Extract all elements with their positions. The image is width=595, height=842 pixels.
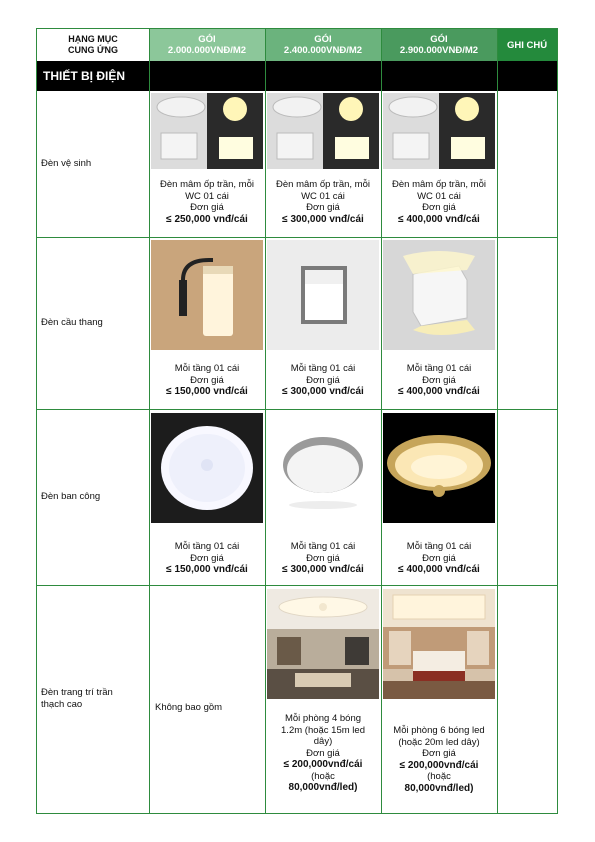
desc-line: Mỗi phòng 6 bóng led bbox=[393, 725, 485, 736]
desc-line: Mỗi phòng 4 bóng bbox=[284, 713, 362, 724]
stair-light-image-3 bbox=[383, 240, 495, 350]
price-value: ≤ 300,000 vnđ/cái bbox=[282, 386, 364, 397]
desc-line: 1.2m (hoặc 15m led bbox=[281, 724, 365, 736]
stair-light-desc-2 bbox=[265, 363, 381, 398]
row-label-stair-light: Đèn cầu thang bbox=[41, 317, 103, 328]
row-label-line2: thạch cao bbox=[41, 699, 83, 710]
package-2-label: GÓI bbox=[314, 34, 332, 45]
desc-line: Mỗi tầng 01 cái bbox=[174, 363, 240, 374]
desc-line: (hoặc bbox=[311, 770, 335, 782]
price-value: ≤ 300,000 vnđ/cái bbox=[282, 564, 364, 575]
row-label-ceiling-decor-light bbox=[37, 585, 149, 813]
stair-light-desc-3 bbox=[381, 363, 497, 398]
unit-price-label: Đơn giá bbox=[190, 202, 224, 213]
unit-price-label: Đơn giá bbox=[422, 374, 456, 386]
desc-line: dây) bbox=[313, 736, 333, 747]
package-1-price: 2.000.000VNĐ/M2 bbox=[167, 45, 247, 56]
balcony-light-image-1 bbox=[151, 413, 263, 523]
unit-price-label: Đơn giá bbox=[306, 202, 340, 213]
balcony-light-desc-2 bbox=[265, 541, 381, 576]
bathroom-light-image-1 bbox=[151, 93, 263, 169]
desc-line: WC 01 cái bbox=[417, 190, 461, 202]
header-package-1 bbox=[149, 29, 265, 61]
header-note: GHI CHÚ bbox=[497, 29, 557, 61]
ceiling-light-desc-3 bbox=[381, 725, 497, 794]
header-package-3 bbox=[381, 29, 497, 61]
bathroom-light-desc-2 bbox=[265, 179, 381, 225]
price-value: ≤ 400,000 vnđ/cái bbox=[398, 386, 480, 397]
unit-price-label: Đơn giá bbox=[190, 552, 224, 564]
bathroom-light-image-2 bbox=[267, 93, 379, 169]
row-label-line1: Đèn trang trí trần bbox=[41, 687, 113, 698]
price-value: ≤ 400,000 vnđ/cái bbox=[398, 564, 480, 575]
price-value: ≤ 400,000 vnđ/cái bbox=[398, 213, 480, 225]
row-label-balcony-light: Đèn ban công bbox=[41, 491, 101, 502]
unit-price-label: Đơn giá bbox=[422, 202, 456, 213]
price-value: ≤ 300,000 vnđ/cái bbox=[282, 213, 364, 225]
desc-line: Mỗi tầng 01 cái bbox=[406, 363, 472, 374]
price-table bbox=[36, 28, 558, 814]
header-category-line2: CUNG ỨNG bbox=[68, 45, 118, 55]
balcony-light-image-2 bbox=[267, 413, 379, 523]
section-title: THIẾT BỊ ĐIỆN bbox=[37, 61, 557, 91]
price-value-alt: 80,000vnđ/led) bbox=[404, 782, 474, 794]
desc-line: Đèn mâm ốp trần, mỗi bbox=[276, 179, 370, 190]
unit-price-label: Đơn giá bbox=[422, 748, 456, 759]
header-package-2 bbox=[265, 29, 381, 61]
unit-price-label: Đơn giá bbox=[190, 374, 224, 386]
unit-price-label: Đơn giá bbox=[306, 374, 340, 386]
header-category-line1: HẠNG MỤC bbox=[68, 34, 118, 44]
price-value: ≤ 250,000 vnđ/cái bbox=[166, 213, 248, 225]
desc-line: WC 01 cái bbox=[301, 190, 345, 202]
ceiling-light-image-2 bbox=[267, 589, 379, 699]
row-label-bathroom-light: Đèn vệ sinh bbox=[41, 158, 92, 169]
divider bbox=[381, 29, 382, 813]
stair-light-image-2 bbox=[267, 240, 379, 350]
balcony-light-image-3 bbox=[383, 413, 495, 523]
price-value-alt: 80,000vnđ/led) bbox=[288, 782, 358, 793]
ceiling-light-desc-2 bbox=[265, 713, 381, 794]
unit-price-label: Đơn giá bbox=[306, 552, 340, 564]
balcony-light-desc-1 bbox=[149, 541, 265, 576]
package-2-price: 2.400.000VNĐ/M2 bbox=[283, 45, 363, 56]
divider bbox=[149, 29, 150, 813]
desc-line: (hoặc bbox=[427, 771, 451, 782]
desc-line: Mỗi tầng 01 cái bbox=[290, 363, 356, 374]
stair-light-desc-1 bbox=[149, 363, 265, 398]
bathroom-light-desc-1 bbox=[149, 179, 265, 225]
divider bbox=[265, 29, 266, 813]
bathroom-light-desc-3 bbox=[381, 179, 497, 225]
desc-line: WC 01 cái bbox=[185, 190, 229, 202]
not-included-text: Không bao gồm bbox=[155, 702, 223, 713]
unit-price-label: Đơn giá bbox=[306, 747, 340, 759]
ceiling-light-image-3 bbox=[383, 589, 495, 699]
desc-line: Mỗi tầng 01 cái bbox=[174, 541, 240, 552]
balcony-light-desc-3 bbox=[381, 541, 497, 576]
price-value: ≤ 150,000 vnđ/cái bbox=[166, 564, 248, 575]
bathroom-light-image-3 bbox=[383, 93, 495, 169]
desc-line: Mỗi tầng 01 cái bbox=[290, 541, 356, 552]
desc-line: Mỗi tầng 01 cái bbox=[406, 541, 472, 552]
package-1-label: GÓI bbox=[198, 34, 216, 45]
price-value: ≤ 150,000 vnđ/cái bbox=[166, 386, 248, 397]
package-3-price: 2.900.000VNĐ/M2 bbox=[399, 45, 479, 56]
stair-light-image-1 bbox=[151, 240, 263, 350]
package-3-label: GÓI bbox=[430, 34, 448, 45]
price-value: ≤ 200,000vnđ/cái bbox=[283, 759, 363, 770]
header-category bbox=[37, 29, 149, 61]
price-value: ≤ 200,000vnđ/cái bbox=[399, 759, 479, 771]
divider bbox=[497, 29, 498, 813]
desc-line: Đèn mâm ốp trần, mỗi bbox=[160, 179, 254, 190]
unit-price-label: Đơn giá bbox=[422, 552, 456, 564]
desc-line: Đèn mâm ốp trần, mỗi bbox=[392, 179, 486, 190]
desc-line: (hoặc 20m led dây) bbox=[398, 736, 480, 748]
